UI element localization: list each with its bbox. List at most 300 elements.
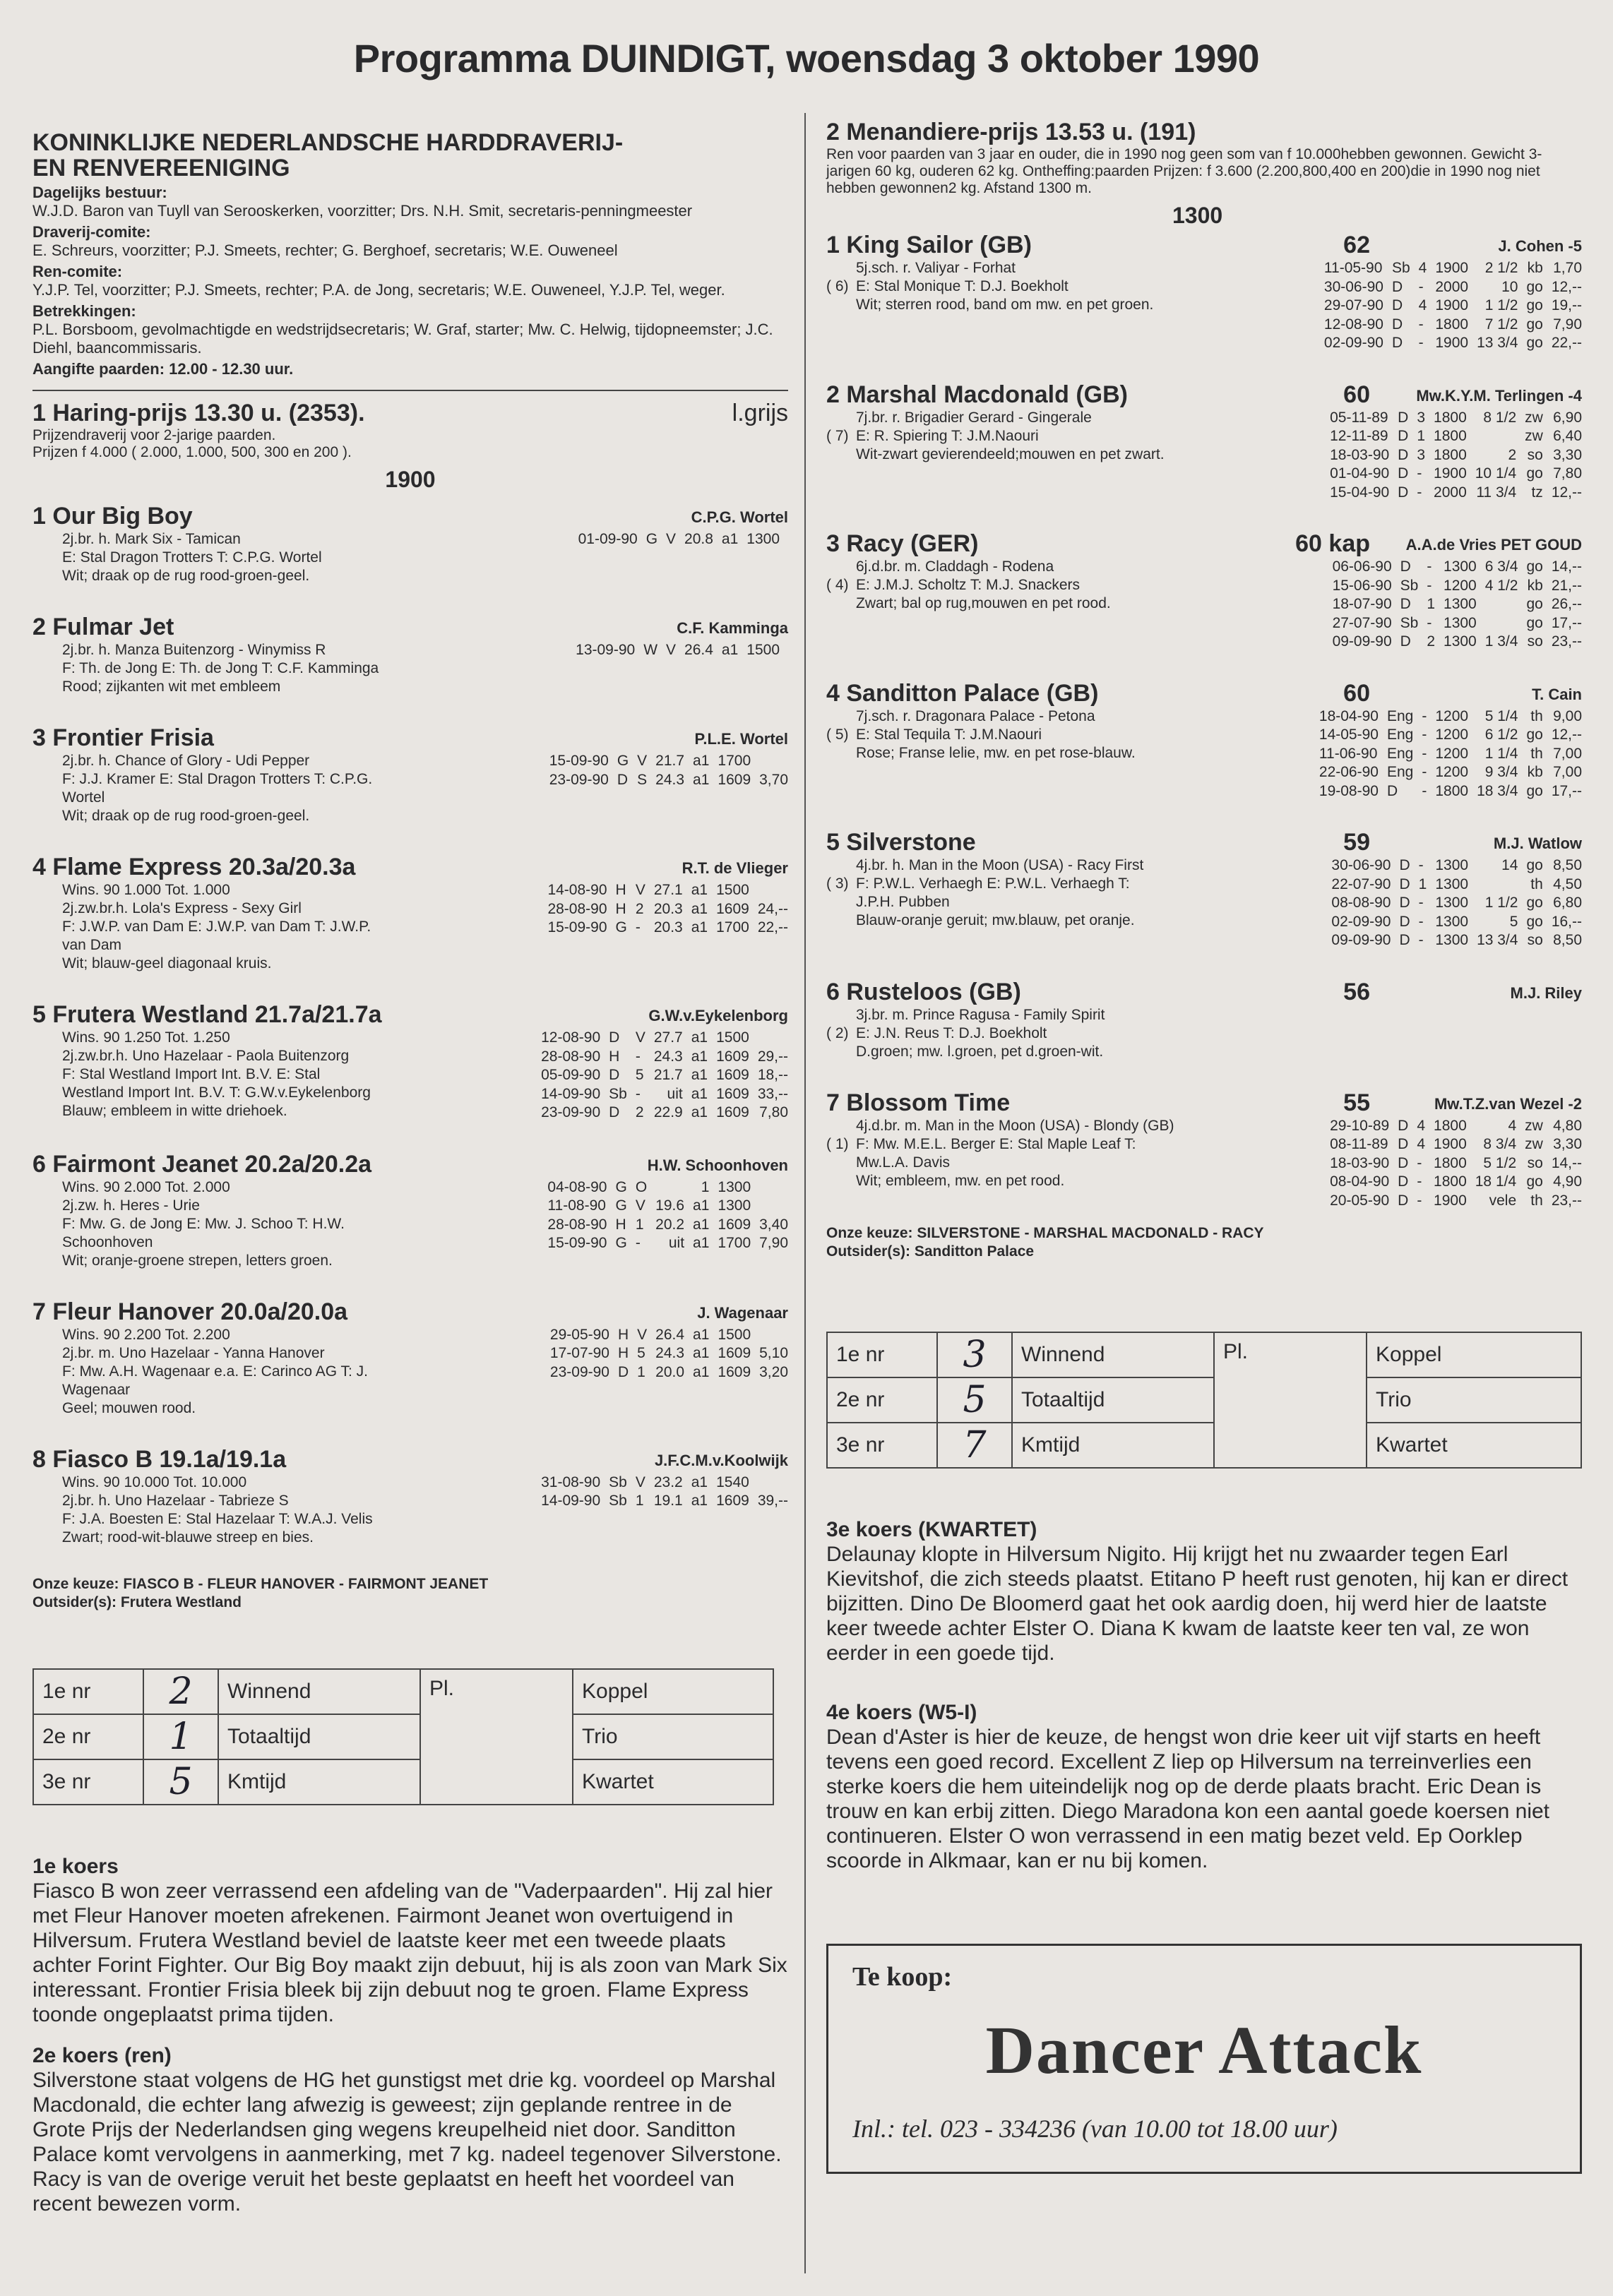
ren-text: Y.J.P. Tel, voorzitter; P.J. Smeets, rechter; P.A. de Jong, secretaris; W.E. Ouweneel, Y.J.P. Tel, weger. bbox=[32, 281, 725, 299]
result-cell: 9 3/4 bbox=[1484, 764, 1518, 780]
result-cell: Eng bbox=[1386, 745, 1414, 762]
horse-name-row bbox=[32, 724, 788, 752]
horse-body bbox=[32, 641, 788, 696]
result-cell: 23-09-90 bbox=[549, 771, 609, 788]
result-row bbox=[541, 771, 788, 790]
result-cell: 31-08-90 bbox=[541, 1473, 601, 1490]
result-cell: - bbox=[1418, 278, 1424, 295]
result-cell: D bbox=[1398, 1173, 1409, 1190]
result-cell: Sb bbox=[1400, 577, 1419, 594]
horse-trainer: H.W. Schoonhoven bbox=[647, 1156, 788, 1174]
result-cell: - bbox=[1417, 484, 1422, 501]
result-cell: 1800 bbox=[1434, 409, 1467, 426]
result-cell: D bbox=[1398, 1154, 1409, 1171]
result-cell: 8,50 bbox=[1553, 857, 1582, 873]
result-cell: 12-08-90 bbox=[541, 1029, 601, 1046]
result-cell: 1 bbox=[1417, 428, 1426, 444]
result-cell: Sb bbox=[609, 1473, 627, 1490]
result-cell: 1200 bbox=[1435, 727, 1469, 743]
result-cell: th bbox=[1530, 707, 1543, 724]
result-cell: - bbox=[1418, 895, 1424, 911]
result-cell: 18-04-90 bbox=[1319, 707, 1379, 724]
result-cell: 29-07-90 bbox=[1323, 297, 1383, 313]
result-cell: go bbox=[1526, 335, 1543, 351]
horse-trainer: M.J. Riley bbox=[1510, 983, 1582, 1002]
result-cell: H bbox=[615, 1216, 626, 1233]
result-cell: 05-09-90 bbox=[541, 1067, 601, 1083]
result-cell: a1 bbox=[691, 1085, 708, 1102]
result-cell: G bbox=[615, 919, 627, 935]
result-cell: - bbox=[1417, 1173, 1422, 1190]
horse-info-line: 7j.br. r. Brigadier Gerard - Gingerale bbox=[856, 409, 1092, 426]
result-cell: 08-11-89 bbox=[1330, 1136, 1388, 1152]
result-cell: - bbox=[1417, 1154, 1422, 1171]
horse-entry bbox=[826, 829, 1582, 950]
result-row bbox=[1321, 446, 1582, 465]
result-cell: H bbox=[609, 1048, 620, 1065]
result-cell: 1500 bbox=[746, 642, 780, 658]
result-row bbox=[570, 530, 788, 549]
tote-label: Totaaltijd bbox=[218, 1714, 420, 1759]
result-cell: D bbox=[1398, 484, 1409, 501]
result-cell: 18 3/4 bbox=[1477, 782, 1518, 799]
horse-trainer: Mw.K.Y.M. Terlingen -4 bbox=[1416, 386, 1582, 405]
result-cell: - bbox=[1418, 316, 1424, 333]
result-cell: Sb bbox=[1391, 260, 1410, 276]
horse-name-row bbox=[32, 1298, 788, 1326]
horse-entry bbox=[826, 1089, 1582, 1211]
result-cell: 15-09-90 bbox=[547, 1235, 607, 1251]
left-column bbox=[32, 113, 788, 2216]
result-cell: 4 bbox=[1418, 260, 1427, 276]
result-cell: 21.7 bbox=[653, 1067, 683, 1083]
horse-weight: 60 kap bbox=[1295, 530, 1370, 557]
result-cell: a1 bbox=[693, 1197, 710, 1214]
tote-label: Winnend bbox=[218, 1669, 420, 1714]
horse-name: 5 Silverstone bbox=[826, 829, 976, 856]
result-row bbox=[1316, 316, 1582, 335]
result-cell bbox=[751, 1197, 788, 1216]
result-cell: 1300 bbox=[1444, 614, 1477, 631]
horse-info-line: E: J.M.J. Scholtz T: M.J. Snackers bbox=[856, 577, 1081, 593]
results-table bbox=[539, 881, 788, 938]
result-cell: a1 bbox=[691, 1473, 708, 1490]
result-cell: 09-09-90 bbox=[1331, 932, 1391, 948]
horse-info bbox=[826, 558, 1111, 652]
horse-info-line: Wortel bbox=[62, 789, 105, 806]
horse-name: 7 Fleur Hanover 20.0a/20.0a bbox=[32, 1298, 348, 1325]
results-table bbox=[532, 1029, 788, 1123]
horse-info-line: 7j.sch. r. Dragonara Palace - Petona bbox=[856, 707, 1095, 724]
horse-info bbox=[826, 856, 1143, 950]
results-table bbox=[567, 641, 788, 660]
ad-label: Te koop: bbox=[852, 1962, 953, 1992]
result-row bbox=[532, 1066, 788, 1085]
horse-trainer: T. Cain bbox=[1532, 685, 1582, 703]
horse-info-line: Zwart; bal op rug,mouwen en pet rood. bbox=[856, 595, 1111, 611]
result-cell: 27.7 bbox=[653, 1029, 683, 1046]
race1-conditions: Prijzendraverij voor 2-jarige paarden. Prijzen f 4.000 ( 2.000, 1.000, 500, 300 en 200 ). bbox=[32, 427, 352, 460]
result-cell: 1 1/2 bbox=[1484, 895, 1518, 911]
result-cell: 6,40 bbox=[1553, 428, 1582, 444]
result-row bbox=[1323, 856, 1582, 875]
result-cell: - bbox=[1418, 932, 1424, 948]
result-cell: 1300 bbox=[1435, 895, 1469, 911]
results-table bbox=[1311, 707, 1582, 801]
tote-rank: 3e nr bbox=[827, 1423, 937, 1468]
horse-body bbox=[826, 259, 1582, 353]
commentary-race3 bbox=[826, 1518, 1582, 1666]
result-cell: 16,-- bbox=[1551, 913, 1582, 930]
result-cell: go bbox=[1526, 558, 1543, 575]
tote-pl: Pl. bbox=[420, 1669, 573, 1805]
result-cell: 1 bbox=[635, 1216, 644, 1233]
result-cell: 22-07-90 bbox=[1331, 875, 1391, 892]
result-cell: 2000 bbox=[1435, 278, 1469, 295]
result-cell: 3 bbox=[1417, 446, 1426, 463]
result-cell: - bbox=[635, 1085, 641, 1102]
result-cell: 1,70 bbox=[1553, 260, 1582, 276]
result-cell: a1 bbox=[691, 900, 708, 917]
result-cell: 5,10 bbox=[759, 1345, 788, 1361]
result-cell: - bbox=[1427, 614, 1432, 631]
result-cell: go bbox=[1526, 913, 1543, 930]
result-cell: 1500 bbox=[716, 1029, 749, 1046]
commentary-text: Silverstone staat volgens de HG het gunstigst met drie kg. voordeel op Marshal Macdonald, die echter lang afwezig is geweest; zijn geplande rentree in de Grote Prijs der Nederlandsen ging wegens kreupelheid niet door. Sanditton Palace komt vervolgens in aanmerking, met 7 kg. nadeel tegenover Silverstone. Racy is van de overige veruit het beste geplaatst en heeft het voordeel van recent bewezen vorm. bbox=[32, 2068, 782, 2216]
tote-label: Kmtijd bbox=[218, 1759, 420, 1805]
horse-name-row bbox=[826, 829, 1582, 856]
race2-header bbox=[826, 119, 1582, 146]
horse-name-row bbox=[32, 503, 788, 530]
result-cell: 26.4 bbox=[684, 642, 713, 658]
result-cell: 3,40 bbox=[759, 1216, 788, 1233]
results-table bbox=[539, 1178, 788, 1253]
result-row bbox=[1324, 614, 1582, 633]
result-cell: 13 3/4 bbox=[1477, 932, 1518, 948]
result-cell: 12,-- bbox=[1551, 727, 1582, 743]
result-cell: 17,-- bbox=[1551, 782, 1582, 799]
result-cell: G bbox=[615, 1178, 627, 1195]
result-cell: 1200 bbox=[1435, 764, 1469, 780]
result-cell: 1609 bbox=[718, 1363, 751, 1380]
race1-keuze: Onze keuze: FIASCO B - FLEUR HANOVER - FAIRMONT JEANET bbox=[32, 1575, 489, 1592]
result-cell: - bbox=[1417, 465, 1422, 482]
horse-info bbox=[32, 1029, 371, 1123]
horse-trainer: J. Wagenaar bbox=[697, 1303, 788, 1322]
result-cell: D bbox=[1400, 558, 1411, 575]
result-cell: a1 bbox=[693, 1326, 710, 1343]
result-cell: 3,20 bbox=[759, 1363, 788, 1380]
result-cell: 24.3 bbox=[655, 771, 685, 788]
results-table bbox=[1321, 1117, 1582, 1211]
result-cell: 06-06-90 bbox=[1332, 558, 1392, 575]
tote-handwritten: 7 bbox=[937, 1423, 1012, 1468]
result-cell: so bbox=[1527, 1154, 1543, 1171]
result-cell: 1800 bbox=[1435, 782, 1469, 799]
result-row bbox=[1323, 931, 1582, 950]
horse-body bbox=[32, 1178, 788, 1270]
horse-info-line: 2j.br. h. Chance of Glory - Udi Pepper bbox=[62, 753, 310, 769]
result-cell: 1540 bbox=[716, 1473, 749, 1490]
results-table bbox=[541, 752, 788, 789]
result-cell: - bbox=[1422, 727, 1427, 743]
result-cell bbox=[647, 1178, 684, 1197]
horse-trainer: Mw.T.Z.van Wezel -2 bbox=[1434, 1094, 1582, 1113]
horse-info bbox=[826, 707, 1136, 801]
race1-distance: 1900 bbox=[385, 467, 436, 492]
result-cell: 1 bbox=[637, 1363, 645, 1380]
results-table bbox=[1323, 856, 1582, 950]
result-cell: vele bbox=[1489, 1192, 1517, 1209]
horse-info-line: F: Mw. G. de Jong E: Mw. J. Schoo T: H.W. bbox=[62, 1215, 345, 1232]
result-cell: 15-06-90 bbox=[1332, 577, 1392, 594]
horse-info-line: D.groen; mw. l.groen, pet d.groen-wit. bbox=[856, 1043, 1104, 1060]
horse-body bbox=[32, 881, 788, 973]
horse-position: ( 7) bbox=[826, 427, 849, 444]
horse-info-line: E: R. Spiering T: J.M.Naouri bbox=[856, 427, 1039, 444]
result-cell: 22,-- bbox=[1551, 335, 1582, 351]
result-cell: 02-09-90 bbox=[1323, 335, 1383, 351]
result-cell: go bbox=[1526, 857, 1543, 873]
result-cell: 1 3/4 bbox=[1484, 633, 1518, 650]
horse-info-line: Wit; oranje-groene strepen, letters groen. bbox=[62, 1252, 333, 1269]
horse-trainer: C.F. Kamminga bbox=[677, 619, 788, 637]
horse-trainer: J. Cohen -5 bbox=[1498, 237, 1582, 255]
horse-info-line: 3j.br. m. Prince Ragusa - Family Spirit bbox=[856, 1006, 1105, 1023]
horse-weight: 59 bbox=[1343, 829, 1370, 856]
result-cell: 19-08-90 bbox=[1319, 782, 1379, 799]
horse-info-line: J.P.H. Pubben bbox=[856, 894, 950, 910]
result-cell: a1 bbox=[691, 1493, 708, 1509]
result-cell: uit bbox=[667, 1085, 683, 1102]
result-cell: 2 bbox=[1427, 633, 1436, 650]
horse-position: ( 5) bbox=[826, 726, 849, 743]
result-cell: 15-09-90 bbox=[547, 919, 607, 935]
result-cell: 1609 bbox=[716, 1104, 749, 1120]
horse-name: 1 Our Big Boy bbox=[32, 503, 193, 530]
horse-info-line: Wit-zwart gevierendeeld;mouwen en pet zwart. bbox=[856, 446, 1165, 462]
horse-results bbox=[1321, 1117, 1582, 1211]
horse-info-line: Mw.L.A. Davis bbox=[856, 1154, 951, 1171]
horse-info-line: Wins. 90 1.250 Tot. 1.250 bbox=[62, 1029, 230, 1046]
result-cell: 15-04-90 bbox=[1330, 484, 1390, 501]
result-cell: 7,00 bbox=[1553, 764, 1582, 780]
result-cell: V bbox=[635, 882, 645, 898]
commentary-text: Delaunay klopte in Hilversum Nigito. Hij krijgt het nu zwaarder tegen Earl Kievitshof, die zich steeds plaatst. Etitano P heeft rust genoten, hij kan er direct bijzitten. Dino De Bloomerd gaat het ook aardig doen, hij werd hier de laatste keer tweede achter Elster O. Diana K kwam de laatste keer ten val, ze won eerder in een goede tijd. bbox=[826, 1543, 1569, 1665]
horse-info-line: Geel; mouwen rood. bbox=[62, 1399, 196, 1416]
horse-entry bbox=[32, 1298, 788, 1418]
result-cell: tz bbox=[1531, 484, 1543, 501]
tote-rank: 2e nr bbox=[827, 1377, 937, 1423]
result-cell: 5 1/2 bbox=[1483, 1154, 1517, 1171]
result-cell: 5 bbox=[637, 1345, 645, 1361]
horse-entry bbox=[826, 979, 1582, 1061]
result-cell bbox=[780, 530, 788, 549]
horse-info-line: F: P.W.L. Verhaegh E: P.W.L. Verhaegh T: bbox=[856, 875, 1130, 892]
horse-info-line: Wins. 90 10.000 Tot. 10.000 bbox=[62, 1473, 247, 1490]
race2-outsider: Outsider(s): Sanditton Palace bbox=[826, 1243, 1035, 1260]
result-cell: 8 3/4 bbox=[1483, 1136, 1517, 1152]
betrekkingen-text: P.L. Borsboom, gevolmachtigde en wedstrijdsecretaris; W. Graf, starter; Mw. C. Helwig, tijdopneemster; J.C. Diehl, baancommissaris. bbox=[32, 321, 773, 357]
horse-entry bbox=[826, 232, 1582, 353]
draverij-text: E. Schreurs, voorzitter; P.J. Smeets, rechter; G. Berghoef, secretaris; W.E. Ouweneel bbox=[32, 241, 618, 259]
result-cell: 1300 bbox=[1444, 633, 1477, 650]
result-cell: kb bbox=[1527, 764, 1543, 780]
horse-body bbox=[826, 707, 1582, 801]
result-cell: 1300 bbox=[1435, 932, 1469, 948]
horse-body bbox=[32, 1029, 788, 1123]
horse-weight: 55 bbox=[1343, 1089, 1370, 1116]
horse-info bbox=[32, 881, 371, 973]
horse-name: 4 Sanditton Palace (GB) bbox=[826, 679, 1099, 707]
horse-results bbox=[570, 530, 788, 585]
horse-results bbox=[539, 881, 788, 973]
result-cell: 26.4 bbox=[655, 1326, 685, 1343]
horse-info-line: 4j.d.br. m. Man in the Moon (USA) - Blondy (GB) bbox=[856, 1117, 1174, 1134]
result-cell: W bbox=[643, 642, 658, 658]
result-cell: a1 bbox=[691, 1048, 708, 1065]
result-cell: Eng bbox=[1386, 727, 1414, 743]
race1-title: 1 Haring-prijs 13.30 u. (2353). bbox=[32, 400, 365, 426]
result-cell: 4,50 bbox=[1553, 875, 1582, 892]
result-cell: 20.0 bbox=[655, 1363, 685, 1380]
result-cell: 23-09-90 bbox=[549, 1363, 609, 1380]
tote-pl: Pl. bbox=[1214, 1332, 1367, 1468]
result-cell: 21.7 bbox=[655, 753, 685, 769]
result-cell: 7 1/2 bbox=[1484, 316, 1518, 333]
result-cell: V bbox=[637, 1326, 648, 1343]
result-cell: 1300 bbox=[1444, 558, 1477, 575]
commentary-race2 bbox=[32, 2044, 788, 2216]
result-cell: 1200 bbox=[1435, 707, 1469, 724]
result-cell: 4,80 bbox=[1553, 1117, 1582, 1134]
result-cell: 18-07-90 bbox=[1332, 596, 1392, 612]
result-cell: G bbox=[615, 1197, 627, 1214]
horse-info bbox=[32, 641, 379, 696]
result-cell: 1900 bbox=[1435, 260, 1469, 276]
result-row bbox=[532, 1048, 788, 1067]
result-cell: 14,-- bbox=[1551, 1154, 1582, 1171]
horse-info bbox=[826, 259, 1153, 353]
result-cell: 04-08-90 bbox=[547, 1178, 607, 1195]
horse-info-line: Rose; Franse lelie, mw. en pet rose-blauw. bbox=[856, 744, 1136, 761]
result-cell: 28-08-90 bbox=[547, 1216, 607, 1233]
horse-info-line: 5j.sch. r. Valiyar - Forhat bbox=[856, 260, 1016, 276]
result-cell: 1900 bbox=[1435, 297, 1469, 313]
result-cell: 1 1/2 bbox=[1484, 297, 1518, 313]
result-cell: - bbox=[1418, 857, 1424, 873]
result-cell: 11 3/4 bbox=[1476, 484, 1517, 501]
result-cell bbox=[1477, 595, 1518, 614]
result-cell: go bbox=[1526, 727, 1543, 743]
tote-handwritten: 1 bbox=[143, 1714, 218, 1759]
commentary-race4 bbox=[826, 1701, 1582, 1873]
result-cell: 1800 bbox=[1434, 1173, 1467, 1190]
result-cell: 1700 bbox=[718, 753, 751, 769]
horse-info bbox=[32, 530, 322, 585]
result-row bbox=[1321, 484, 1582, 503]
result-cell: 19.6 bbox=[655, 1197, 685, 1214]
result-cell: H bbox=[617, 1345, 629, 1361]
result-cell: 24.3 bbox=[655, 1345, 685, 1361]
result-row bbox=[1324, 577, 1582, 596]
result-row bbox=[532, 1104, 788, 1123]
result-cell: 39,-- bbox=[757, 1493, 788, 1509]
result-cell: kb bbox=[1527, 260, 1543, 276]
horse-entry bbox=[826, 530, 1582, 652]
horse-info-line: 2j.br. m. Uno Hazelaar - Yanna Hanover bbox=[62, 1344, 325, 1361]
tote-handwritten: 5 bbox=[143, 1759, 218, 1805]
result-cell: 4,90 bbox=[1553, 1173, 1582, 1190]
horse-info-line: F: J.W.P. van Dam E: J.W.P. van Dam T: J.W.P. bbox=[62, 919, 371, 935]
result-row bbox=[1311, 782, 1582, 801]
result-cell: 18 1/4 bbox=[1475, 1173, 1517, 1190]
result-row bbox=[1311, 745, 1582, 764]
result-cell: V bbox=[635, 1473, 645, 1490]
result-cell: a1 bbox=[691, 882, 708, 898]
result-row bbox=[1316, 297, 1582, 316]
horse-name: 6 Fairmont Jeanet 20.2a/20.2a bbox=[32, 1150, 372, 1178]
result-cell: H bbox=[615, 882, 626, 898]
result-row bbox=[539, 1234, 788, 1253]
bestuur-label: Dagelijks bestuur: bbox=[32, 184, 167, 201]
result-cell: D bbox=[1398, 465, 1409, 482]
result-cell: 22,-- bbox=[757, 919, 788, 935]
horse-trainer: A.A.de Vries PET GOUD bbox=[1405, 536, 1582, 554]
result-cell: 1800 bbox=[1434, 1154, 1467, 1171]
result-row bbox=[567, 641, 788, 660]
horse-info-line: E: Stal Monique T: D.J. Boekholt bbox=[856, 278, 1069, 294]
result-cell: D bbox=[1398, 409, 1409, 426]
result-cell: 1200 bbox=[1435, 745, 1469, 762]
results-table bbox=[570, 530, 788, 549]
horse-weight: 56 bbox=[1343, 978, 1370, 1005]
tote-rank: 1e nr bbox=[827, 1332, 937, 1377]
result-cell: V bbox=[666, 642, 677, 658]
horse-name: 8 Fiasco B 19.1a/19.1a bbox=[32, 1445, 287, 1473]
tote-label: Totaaltijd bbox=[1012, 1377, 1214, 1423]
horse-info-line: Wins. 90 2.200 Tot. 2.200 bbox=[62, 1326, 230, 1343]
tote-rank: 3e nr bbox=[33, 1759, 143, 1805]
tote-handwritten: 5 bbox=[937, 1377, 1012, 1423]
result-cell: 1609 bbox=[718, 771, 751, 788]
ad-horse-name: Dancer Attack bbox=[985, 2012, 1423, 2088]
result-cell: H bbox=[615, 900, 626, 917]
result-cell: - bbox=[1422, 745, 1427, 762]
result-row bbox=[1321, 1173, 1582, 1192]
result-cell: V bbox=[635, 1029, 645, 1046]
result-cell: 14 bbox=[1501, 857, 1518, 873]
result-cell: go bbox=[1526, 895, 1543, 911]
result-cell bbox=[749, 881, 788, 900]
result-cell: 1900 bbox=[1434, 465, 1467, 482]
result-cell: a1 bbox=[721, 642, 739, 658]
result-cell: 08-08-90 bbox=[1331, 895, 1391, 911]
horse-info-line: E: Stal Tequila T: J.M.Naouri bbox=[856, 726, 1042, 743]
result-cell: D bbox=[1391, 335, 1403, 351]
horse-info-line: Wagenaar bbox=[62, 1381, 131, 1398]
result-row bbox=[1324, 595, 1582, 614]
divider bbox=[32, 390, 788, 391]
result-cell: V bbox=[637, 753, 648, 769]
horse-info-line: Wins. 90 1.000 Tot. 1.000 bbox=[62, 882, 230, 898]
result-cell: 1900 bbox=[1435, 335, 1469, 351]
horse-info-line: F: J.J. Kramer E: Stal Dragon Trotters T: C.P.G. bbox=[62, 771, 373, 787]
horse-body bbox=[32, 1326, 788, 1418]
horse-info-line: Blauw; embleem in witte driehoek. bbox=[62, 1103, 287, 1119]
result-cell: 12,-- bbox=[1551, 278, 1582, 295]
horse-results bbox=[1316, 259, 1582, 353]
